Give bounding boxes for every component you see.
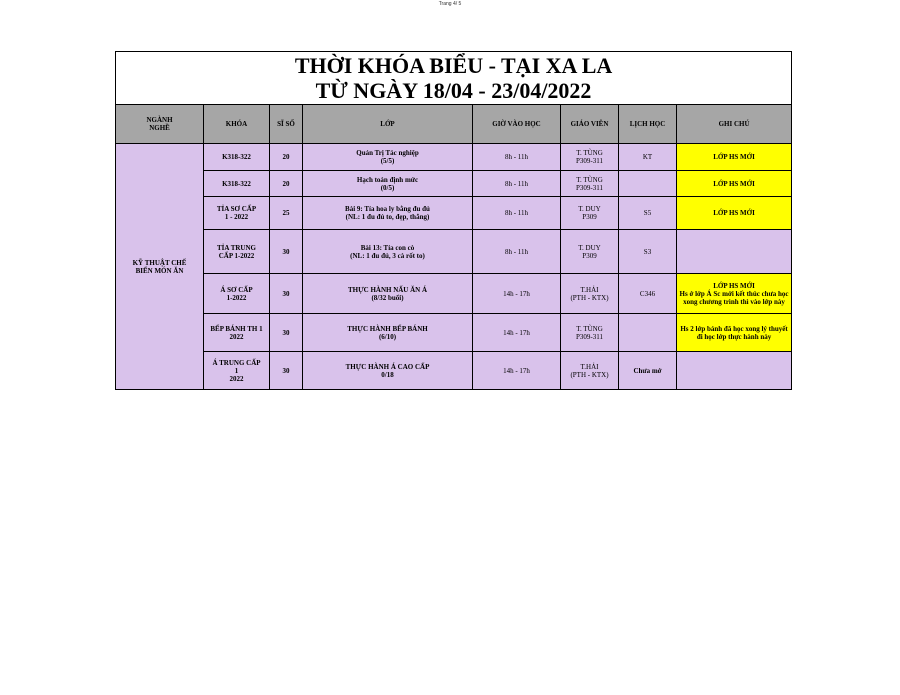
- header-row: [116, 105, 792, 144]
- si-so-cell: 25: [270, 197, 303, 230]
- si-so-cell: 20: [270, 171, 303, 197]
- header-lich-hoc: LỊCH HỌC: [619, 105, 677, 144]
- lop-cell: Quản Trị Tác nghiệp (5/5): [303, 144, 473, 171]
- lich-hoc-cell: [619, 171, 677, 197]
- table-row: [116, 197, 792, 230]
- giao-vien-cell: T. DUY P309: [561, 197, 619, 230]
- khoa-cell: Á TRUNG CẤP 1 2022: [204, 352, 270, 390]
- lop-cell: THỰC HÀNH NẤU ĂN Á (8/32 buổi): [303, 274, 473, 314]
- lich-hoc-cell: S3: [619, 230, 677, 274]
- gio-cell: 14h - 17h: [473, 352, 561, 390]
- ghi-chu-cell: LỚP HS MỚI: [677, 144, 792, 171]
- lich-hoc-cell: S5: [619, 197, 677, 230]
- giao-vien-cell: T. TÙNG P309-311: [561, 171, 619, 197]
- lop-cell: THỰC HÀNH Á CAO CẤP 0/18: [303, 352, 473, 390]
- giao-vien-cell: T.HẢI (PTH - KTX): [561, 352, 619, 390]
- khoa-cell: BẾP BÁNH TH 1 2022: [204, 314, 270, 352]
- si-so-cell: 20: [270, 144, 303, 171]
- title-line-2: TỪ NGÀY 18/04 - 23/04/2022: [315, 78, 592, 103]
- header-si-so: SĨ SỐ: [270, 105, 303, 144]
- lop-cell: Bài 9: Tỉa hoa ly bằng đu đủ (NL: 1 đu đủ to, đẹp, thẳng): [303, 197, 473, 230]
- table-row: [116, 171, 792, 197]
- table-row: [116, 352, 792, 390]
- header-giao-vien: GIÁO VIÊN: [561, 105, 619, 144]
- gio-cell: 14h - 17h: [473, 314, 561, 352]
- ghi-chu-cell: [677, 352, 792, 390]
- header-khoa: KHÓA: [204, 105, 270, 144]
- ghi-chu-cell: LỚP HS MỚI Hs ở lớp Á Sc mới kết thúc chưa học xong chương trình thì vào lớp này: [677, 274, 792, 314]
- giao-vien-cell: T. TÙNG P309-311: [561, 314, 619, 352]
- gio-cell: 14h - 17h: [473, 274, 561, 314]
- lop-cell: Bài 13: Tỉa con cò (NL: 1 đu đủ, 3 cà rốt to): [303, 230, 473, 274]
- khoa-cell: K318-322: [204, 144, 270, 171]
- page-number-label: Trang 4/ 5: [438, 1, 462, 7]
- table-row: [116, 144, 792, 171]
- lich-hoc-cell: KT: [619, 144, 677, 171]
- khoa-cell: K318-322: [204, 171, 270, 197]
- ghi-chu-cell: [677, 230, 792, 274]
- gio-cell: 8h - 11h: [473, 144, 561, 171]
- header-gio-vao-hoc: GIỜ VÀO HỌC: [473, 105, 561, 144]
- lop-cell: Hạch toán định mức (0/5): [303, 171, 473, 197]
- timetable: [115, 51, 792, 390]
- lich-hoc-cell: C346: [619, 274, 677, 314]
- gio-cell: 8h - 11h: [473, 171, 561, 197]
- si-so-cell: 30: [270, 230, 303, 274]
- si-so-cell: 30: [270, 314, 303, 352]
- khoa-cell: TỈA SƠ CẤP 1 - 2022: [204, 197, 270, 230]
- header-lop: LỚP: [303, 105, 473, 144]
- giao-vien-cell: T. DUY P309: [561, 230, 619, 274]
- ghi-chu-cell: LỚP HS MỚI: [677, 171, 792, 197]
- khoa-cell: Á SƠ CẤP 1-2022: [204, 274, 270, 314]
- table-row: [116, 230, 792, 274]
- table-row: [116, 274, 792, 314]
- ghi-chu-cell: Hs 2 lớp bánh đã học xong lý thuyết đi học lớp thực hành này: [677, 314, 792, 352]
- header-nganh-nghe: NGÀNH NGHỀ: [116, 105, 204, 144]
- giao-vien-cell: T. TÙNG P309-311: [561, 144, 619, 171]
- lop-cell: THỰC HÀNH BẾP BÁNH (6/10): [303, 314, 473, 352]
- ghi-chu-cell: LỚP HS MỚI: [677, 197, 792, 230]
- timetable-title: [116, 52, 792, 105]
- khoa-cell: TỈA TRUNG CẤP 1-2022: [204, 230, 270, 274]
- title-line-1: THỜI KHÓA BIỂU - TẠI XA LA: [294, 53, 613, 78]
- lich-hoc-cell: [619, 314, 677, 352]
- si-so-cell: 30: [270, 274, 303, 314]
- header-ghi-chu: GHI CHÚ: [677, 105, 792, 144]
- lich-hoc-cell: Chưa mở: [619, 352, 677, 390]
- giao-vien-cell: T.HẢI (PTH - KTX): [561, 274, 619, 314]
- si-so-cell: 30: [270, 352, 303, 390]
- gio-cell: 8h - 11h: [473, 230, 561, 274]
- nganh-nghe-cell: KỸ THUẬT CHẾ BIẾN MÓN ĂN: [116, 144, 204, 390]
- gio-cell: 8h - 11h: [473, 197, 561, 230]
- table-row: [116, 314, 792, 352]
